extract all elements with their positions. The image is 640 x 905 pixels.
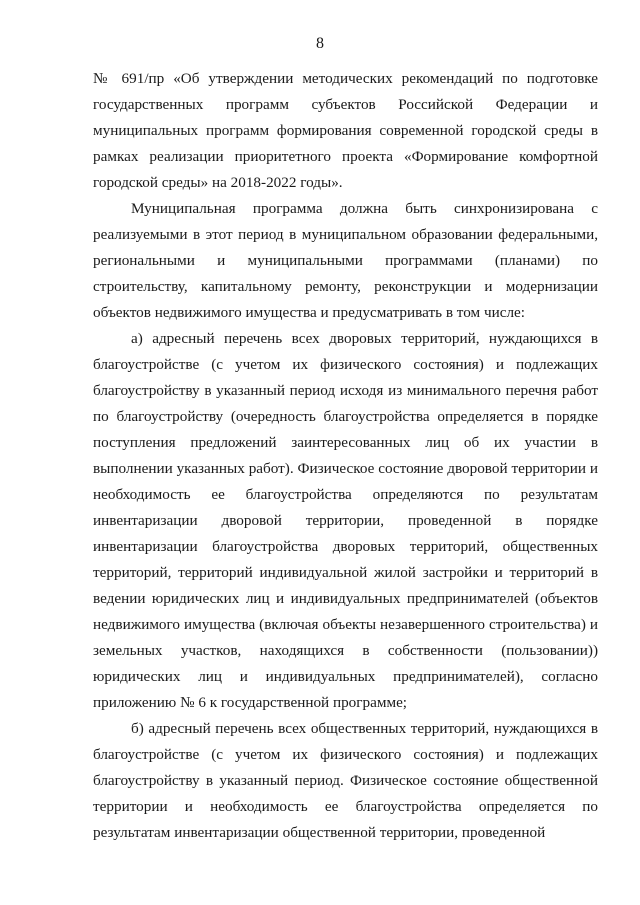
paragraph-program-sync: Муниципальная программа должна быть синхронизирована с реализуемыми в этот период в муниципальном образовании федеральными, региональными и муниципальными программами (планами) по строительству, капитальному ремонту, реконструкции и модернизации объектов недвижимого имущества и предусматривать в том числе: [93, 200, 598, 321]
paragraph-order-reference: № 691/пр «Об утверждении методических рекомендаций по подготовке государственных программ субъектов Российской Федерации и муниципальных программ формирования современной городской среды в рамках реализации приоритетного проекта «Формирование комфортной городской среды» на 2018-2022 годы». [93, 70, 598, 191]
paragraph-item-b: б) адресный перечень всех общественных территорий, нуждающихся в благоустройстве (с учетом их физического состояния) и подлежащих благоустройству в указанный период. Физическое состояние общественной территории и необходимость ее благоустройства определяется по результатам инвентаризации общественной территории, проведенной [93, 720, 598, 841]
page-number: 8 [316, 35, 324, 52]
paragraph-item-a: а) адресный перечень всех дворовых территорий, нуждающихся в благоустройстве (с учетом их физического состояния) и подлежащих благоустройству в указанный период исходя из минимального перечня работ по благоустройству (очередность благоустройства определяется в порядке поступления предложений заинтересованных лиц об их участии в выполнении указанных работ). Физическое состояние дворовой территории и необходимость ее благоустройства определяются по результатам инвентаризации дворовой территории, проведенной в порядке инвентаризации благоустройства дворовых территорий, общественных территорий, территорий индивидуальной жилой застройки и территорий в ведении юридических лиц и индивидуальных предпринимателей (объектов недвижимого имущества (включая объекты незавершенного строительства) и земельных участков, находящихся в собственности (пользовании)) юридических лиц и индивидуальных предпринимателей), согласно приложению № 6 к государственной программе; [93, 330, 598, 711]
body-text [93, 66, 598, 846]
